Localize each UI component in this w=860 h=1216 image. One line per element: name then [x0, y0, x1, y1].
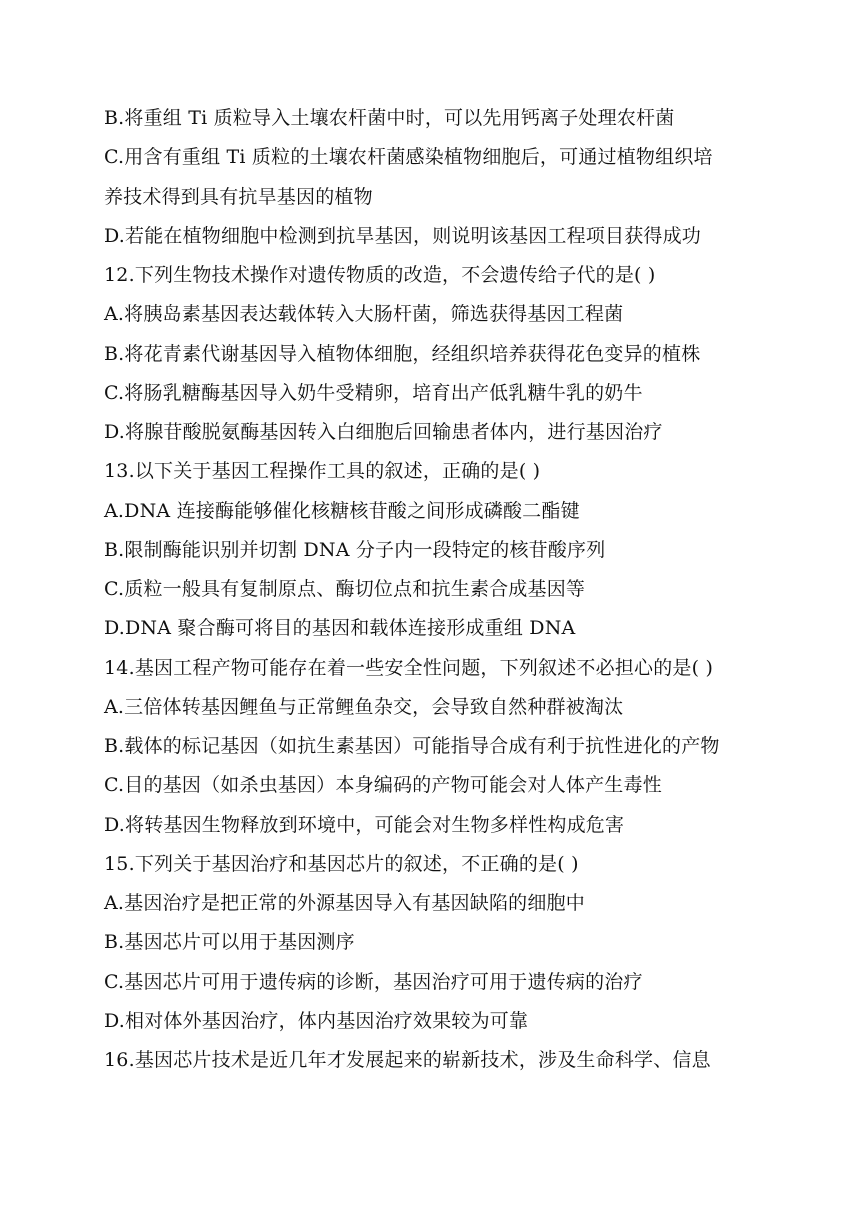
- question-15: 15.下列关于基因治疗和基因芯片的叙述，不正确的是( ): [104, 852, 579, 875]
- option-b-q12: B.将花青素代谢基因导入植物体细胞，经组织培养获得花色变异的植株: [104, 342, 701, 365]
- option-c-q12: C.将肠乳糖酶基因导入奶牛受精卵，培育出产低乳糖牛乳的奶牛: [104, 381, 643, 404]
- option-a-q13: A.DNA 连接酶能够催化核糖核苷酸之间形成磷酸二酯键: [104, 499, 580, 522]
- question-13: 13.以下关于基因工程操作工具的叙述，正确的是( ): [104, 460, 541, 483]
- option-c-q15: C.基因芯片可用于遗传病的诊断，基因治疗可用于遗传病的治疗: [104, 970, 643, 993]
- option-b-q11: B.将重组 Ti 质粒导入土壤农杆菌中时，可以先用钙离子处理农杆菌: [104, 107, 675, 129]
- text-body: [104, 99, 784, 1080]
- option-d-q13: D.DNA 聚合酶可将目的基因和载体连接形成重组 DNA: [104, 617, 576, 640]
- option-b-q15: B.基因芯片可以用于基因测序: [104, 931, 355, 954]
- option-b-q14: B.载体的标记基因（如抗生素基因）可能指导合成有利于抗性进化的产物: [104, 735, 720, 757]
- option-d-q11: D.若能在植物细胞中检测到抗旱基因，则说明该基因工程项目获得成功: [104, 224, 701, 247]
- option-d-q14: D.将转基因生物释放到环境中，可能会对生物多样性构成危害: [104, 813, 625, 836]
- option-c-q13: C.质粒一般具有复制原点、酶切位点和抗生素合成基因等: [104, 578, 586, 600]
- option-c-q14: C.目的基因（如杀虫基因）本身编码的产物可能会对人体产生毒性: [104, 774, 662, 797]
- question-16: 16.基因芯片技术是近几年才发展起来的崭新技术，涉及生命科学、信息: [104, 1049, 711, 1071]
- option-c-q11-continued: 养技术得到具有抗旱基因的植物: [104, 185, 373, 208]
- question-14: 14.基因工程产物可能存在着一些安全性问题，下列叙述不必担心的是( ): [104, 656, 714, 679]
- option-d-q15: D.相对体外基因治疗，体内基因治疗效果较为可靠: [104, 1009, 529, 1032]
- question-12: 12.下列生物技术操作对遗传物质的改造，不会遗传给子代的是( ): [104, 264, 656, 286]
- option-b-q13: B.限制酶能识别并切割 DNA 分子内一段特定的核苷酸序列: [104, 538, 606, 561]
- option-a-q15: A.基因治疗是把正常的外源基因导入有基因缺陷的细胞中: [104, 892, 585, 914]
- option-a-q14: A.三倍体转基因鲤鱼与正常鲤鱼杂交，会导致自然种群被淘汰: [104, 695, 624, 718]
- option-c-q11: C.用含有重组 Ti 质粒的土壤农杆菌感染植物细胞后，可通过植物组织培: [104, 146, 713, 169]
- option-a-q12: A.将胰岛素基因表达载体转入大肠杆菌，筛选获得基因工程菌: [104, 303, 624, 326]
- option-d-q12: D.将腺苷酸脱氨酶基因转入白细胞后回输患者体内，进行基因治疗: [104, 421, 663, 443]
